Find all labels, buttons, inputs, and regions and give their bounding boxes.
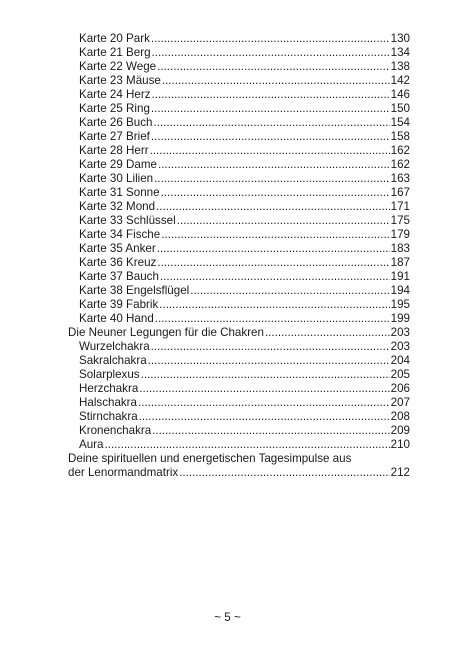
toc-entry-karte-28[interactable] bbox=[79, 144, 410, 158]
toc-entry-page: 158 bbox=[390, 130, 410, 143]
toc-entry-label: Stirnchakra bbox=[79, 410, 138, 423]
toc-entry-label: Herzchakra bbox=[79, 382, 139, 395]
toc-entry-karte-22[interactable] bbox=[79, 60, 410, 74]
toc-entry-page: 134 bbox=[390, 46, 410, 59]
dot-leader bbox=[151, 32, 390, 46]
toc-entry-karte-36[interactable] bbox=[79, 256, 410, 270]
toc-entry-page: 138 bbox=[390, 60, 410, 73]
toc-entry-label: Karte 32 Mond bbox=[79, 200, 156, 213]
toc-entry-karte-26[interactable] bbox=[79, 116, 410, 130]
dot-leader bbox=[151, 130, 390, 144]
page-number: ~ 5 ~ bbox=[214, 611, 241, 624]
dot-leader bbox=[150, 144, 390, 158]
toc-entry-karte-31[interactable] bbox=[79, 186, 410, 200]
dot-leader bbox=[151, 340, 390, 354]
dot-leader bbox=[141, 368, 390, 382]
toc-entry-page: 175 bbox=[390, 214, 410, 227]
toc-entry-page: 199 bbox=[390, 312, 410, 325]
dot-leader bbox=[152, 424, 389, 438]
dot-leader bbox=[156, 200, 390, 214]
toc-entry-karte-35[interactable] bbox=[79, 242, 410, 256]
toc-entry-solarplexus[interactable] bbox=[79, 368, 410, 382]
toc-entry-label: Karte 29 Dame bbox=[79, 158, 157, 171]
dot-leader bbox=[152, 88, 390, 102]
toc-entry-page: 208 bbox=[390, 410, 410, 423]
toc-entry-page: 206 bbox=[390, 382, 410, 395]
dot-leader bbox=[157, 256, 389, 270]
toc-entry-page: 204 bbox=[390, 354, 410, 367]
toc-section-tagesimpulse[interactable] bbox=[68, 466, 410, 480]
toc-entry-sakralchakra[interactable] bbox=[79, 354, 410, 368]
toc-entry-karte-20[interactable] bbox=[79, 32, 410, 46]
dot-leader bbox=[190, 284, 389, 298]
toc-entry-page: 130 bbox=[390, 32, 410, 45]
toc-entry-page: 194 bbox=[390, 284, 410, 297]
toc-entry-page: 150 bbox=[390, 102, 410, 115]
toc-entry-label: Karte 24 Herz bbox=[79, 88, 151, 101]
toc-entry-karte-40[interactable] bbox=[79, 312, 410, 326]
toc-entry-karte-32[interactable] bbox=[79, 200, 410, 214]
toc-entry-label: Karte 28 Herr bbox=[79, 144, 149, 157]
toc-entry-page: 187 bbox=[390, 256, 410, 269]
toc-entry-page: 179 bbox=[390, 228, 410, 241]
toc-entry-karte-37[interactable] bbox=[79, 270, 410, 284]
dot-leader bbox=[152, 46, 390, 60]
dot-leader bbox=[177, 214, 390, 228]
toc-entry-page: 146 bbox=[390, 88, 410, 101]
toc-entry-wurzelchakra[interactable] bbox=[79, 340, 410, 354]
dot-leader bbox=[161, 186, 390, 200]
toc-entry-karte-30[interactable] bbox=[79, 172, 410, 186]
toc-entry-page: 195 bbox=[390, 298, 410, 311]
dot-leader bbox=[155, 312, 390, 326]
toc-entry-kronenchakra[interactable] bbox=[79, 424, 410, 438]
toc-section-label: Die Neuner Legungen für die Chakren bbox=[68, 326, 264, 339]
dot-leader bbox=[153, 116, 389, 130]
toc-entry-karte-29[interactable] bbox=[79, 158, 410, 172]
toc-entry-label: Karte 20 Park bbox=[79, 32, 150, 45]
toc-entry-label: Karte 21 Berg bbox=[79, 46, 151, 59]
toc-entry-karte-39[interactable] bbox=[79, 298, 410, 312]
dot-leader bbox=[154, 172, 390, 186]
toc-entry-page: 171 bbox=[390, 200, 410, 213]
toc-entry-label: Karte 31 Sonne bbox=[79, 186, 160, 199]
dot-leader bbox=[105, 438, 390, 452]
toc-entry-karte-25[interactable] bbox=[79, 102, 410, 116]
toc-entry-page: 183 bbox=[390, 242, 410, 255]
toc-entry-herzchakra[interactable] bbox=[79, 382, 410, 396]
toc-section-chakren[interactable] bbox=[68, 326, 410, 340]
toc-entry-karte-34[interactable] bbox=[79, 228, 410, 242]
toc-entry-label: Karte 35 Anker bbox=[79, 242, 156, 255]
toc-entry-label: Karte 40 Hand bbox=[79, 312, 154, 325]
toc-entry-page: 162 bbox=[390, 144, 410, 157]
toc-entry-page: 203 bbox=[390, 326, 410, 339]
toc-entry-page: 191 bbox=[390, 270, 410, 283]
toc-entry-karte-24[interactable] bbox=[79, 88, 410, 102]
toc-entry-page: 207 bbox=[390, 396, 410, 409]
dot-leader bbox=[159, 298, 389, 312]
dot-leader bbox=[158, 158, 390, 172]
toc-entry-label: Karte 34 Fische bbox=[79, 228, 161, 241]
dot-leader bbox=[139, 382, 389, 396]
toc-entry-page: 212 bbox=[390, 466, 410, 479]
toc-entry-aura[interactable] bbox=[79, 438, 410, 452]
toc-entry-stirnchakra[interactable] bbox=[79, 410, 410, 424]
toc-entry-page: 167 bbox=[390, 186, 410, 199]
dot-leader bbox=[157, 242, 390, 256]
toc-entry-label: Karte 25 Ring bbox=[79, 102, 150, 115]
toc-entry-page: 154 bbox=[390, 116, 410, 129]
dot-leader bbox=[138, 396, 390, 410]
toc-entry-karte-23[interactable] bbox=[79, 74, 410, 88]
toc-entry-page: 203 bbox=[390, 340, 410, 353]
toc-entry-page: 163 bbox=[390, 172, 410, 185]
dot-leader bbox=[179, 466, 389, 480]
toc-section-label: der Lenormandmatrix bbox=[68, 466, 179, 479]
toc-entry-label: Karte 36 Kreuz bbox=[79, 256, 157, 269]
dot-leader bbox=[151, 102, 390, 116]
toc-entry-label: Karte 33 Schlüssel bbox=[79, 214, 176, 227]
toc-entry-karte-27[interactable] bbox=[79, 130, 410, 144]
toc-entry-label: Karte 22 Wege bbox=[79, 60, 157, 73]
toc-entry-karte-21[interactable] bbox=[79, 46, 410, 60]
toc-entry-karte-38[interactable] bbox=[79, 284, 410, 298]
dot-leader bbox=[265, 326, 390, 340]
toc-entry-label: Aura bbox=[79, 438, 104, 451]
toc-entry-page: 205 bbox=[390, 368, 410, 381]
toc-entry-label: Wurzelchakra bbox=[79, 340, 150, 353]
toc-entry-page: 142 bbox=[390, 74, 410, 87]
dot-leader bbox=[139, 410, 390, 424]
toc-entry-label: Karte 26 Buch bbox=[79, 116, 153, 129]
dot-leader bbox=[162, 74, 390, 88]
toc-entry-page: 162 bbox=[390, 158, 410, 171]
dot-leader bbox=[148, 354, 390, 368]
dot-leader bbox=[157, 60, 390, 74]
toc-entry-label: Halschakra bbox=[79, 396, 137, 409]
toc-entry-page: 209 bbox=[390, 424, 410, 437]
toc-entry-label: Karte 27 Brief bbox=[79, 130, 150, 143]
toc-entry-label: Karte 39 Fabrik bbox=[79, 298, 159, 311]
toc-entry-halschakra[interactable] bbox=[79, 396, 410, 410]
toc-entry-label: Sakralchakra bbox=[79, 354, 147, 367]
toc-entry-karte-33[interactable] bbox=[79, 214, 410, 228]
dot-leader bbox=[161, 228, 389, 242]
toc-entry-label: Karte 23 Mäuse bbox=[79, 74, 161, 87]
toc-entry-label: Karte 30 Lilien bbox=[79, 172, 154, 185]
toc-entry-page: 210 bbox=[390, 438, 410, 451]
toc-entry-label: Solarplexus bbox=[79, 368, 140, 381]
toc-entry-label: Kronenchakra bbox=[79, 424, 152, 437]
toc-entry-label: Karte 37 Bauch bbox=[79, 270, 159, 283]
dot-leader bbox=[160, 270, 390, 284]
toc-section-tagesimpulse-line1[interactable]: Deine spirituellen und energetischen Tagesimpulse aus bbox=[68, 452, 352, 465]
toc-entry-label: Karte 38 Engelsflügel bbox=[79, 284, 190, 297]
